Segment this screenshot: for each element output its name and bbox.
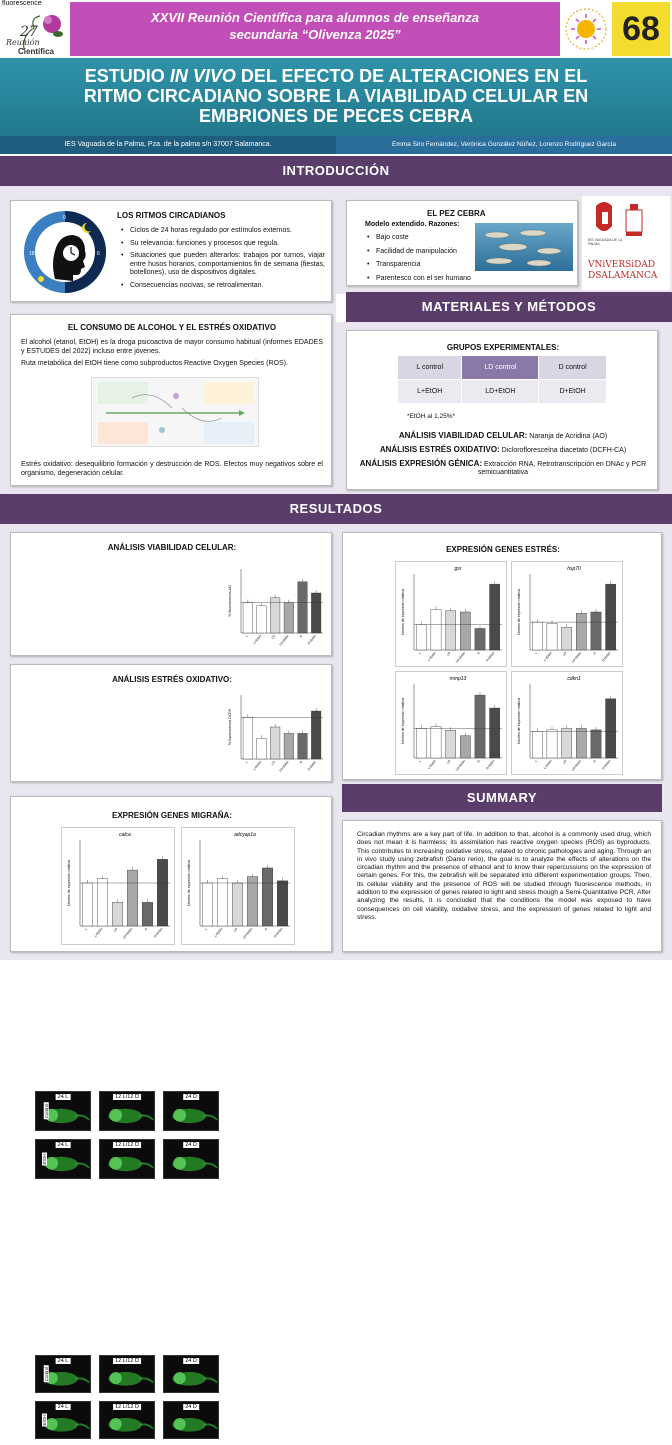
zebrafish-bullet: • Transparencia (365, 261, 475, 270)
zebrafish-bullet: • Facilidad de manipulación (365, 248, 475, 257)
chart-bar (142, 902, 153, 926)
chart-bar (284, 603, 294, 633)
group-cell: D control (539, 356, 607, 380)
chart-y-label: Niveles de expresión relativa (401, 589, 405, 635)
chart-bar (490, 584, 500, 650)
chart-bar (475, 628, 485, 650)
adcyap1a-bar-chart (182, 828, 294, 944)
chart-tick-label: L+EtOH (93, 927, 104, 938)
chart-bar (562, 728, 572, 758)
micrograph-col-label: 12 L/12 D (115, 1358, 139, 1364)
chart-tick-label: LD (270, 760, 276, 766)
chart-tick-label: LD+EtOH (278, 760, 290, 773)
viability-heading: ANÁLISIS VIABILIDAD CELULAR: (107, 543, 237, 552)
chart-bar (591, 612, 601, 650)
title-line1-pre: ESTUDIO (84, 66, 170, 86)
chart-tick-label: LD (232, 927, 239, 933)
chart-bar (446, 611, 456, 650)
chart-bar (490, 708, 500, 758)
reunion-logo-line1: Reunión (6, 38, 40, 47)
intro-section-title (0, 156, 672, 186)
title-line3: EMBRIONES DE PECES CEBRA (198, 106, 474, 126)
chart-bar (257, 738, 267, 759)
chart-bar (270, 727, 280, 759)
sun-emblem-icon (560, 2, 612, 56)
chart-tick-label: D (298, 634, 304, 639)
micrograph-row-label: EtOH (42, 1153, 48, 1165)
chart-bar (270, 598, 280, 633)
methods-card (346, 330, 658, 490)
chart-tick-label: LD (445, 651, 452, 657)
migration-heading: EXPRESIÓN GENES MIGRAÑA: (111, 811, 232, 820)
micrograph-col-label: 24 L (57, 1094, 69, 1100)
chart-tick-label: L+EtOH (542, 759, 553, 770)
chart-tick-label: LD+EtOH (241, 927, 254, 940)
chart-bar (257, 606, 267, 633)
chart-tick-label: D+EtOH (485, 759, 496, 771)
analysis-value: Diclorofloresceína diacetato (DCFH-CA) (501, 447, 627, 454)
chart-bar (547, 623, 557, 650)
usal-name-line1: VNiVERSiDAD (588, 260, 656, 270)
chart-bar (298, 582, 308, 633)
zebrafish-bullet: • Parentesco con el ser humano (365, 275, 475, 284)
groups-row (398, 356, 607, 380)
analysis-viability (347, 431, 659, 440)
clock-head-icon (21, 209, 109, 295)
chart-title: gsr (454, 566, 462, 572)
micrograph (35, 1139, 91, 1179)
event-title-line2: secundaria “Olivenza 2025” (229, 27, 401, 42)
summary-card (342, 820, 662, 952)
micrograph-col-label: 24 D (185, 1404, 197, 1410)
gsr-bar-chart (396, 562, 506, 666)
adcyap1a-chart-box (181, 827, 295, 945)
circadian-heading: LOS RITMOS CIRCADIANOS (117, 211, 226, 220)
metabolic-pathway-diagram (91, 377, 259, 447)
circadian-bullet: • Ciclos de 24 horas regulado por estímulos externos. (119, 227, 325, 236)
hsp70-bar-chart (512, 562, 622, 666)
alcohol-heading: EL CONSUMO DE ALCOHOL Y EL ESTRÉS OXIDATIVO (67, 323, 277, 332)
micrograph-row-label: Control (43, 1103, 49, 1119)
chart-y-label: Niveles de expresión relativa (517, 589, 521, 635)
title-line1-post: DEL EFECTO DE ALTERACIONES EN EL (235, 66, 588, 86)
chart-tick-label: L (244, 760, 249, 764)
zebrafish-bullets (365, 234, 475, 287)
chart-title: hsp70 (567, 566, 581, 572)
group-cell: D+EtOH (539, 380, 607, 404)
chart-y-label: % fluorescencia AO (228, 585, 232, 617)
micrograph-col-label: 24 D (185, 1358, 197, 1364)
alcohol-p1: El alcohol (etanol, EtOH) es la droga psicoactiva de mayor consumo habitual (informes EDADES y ESTUDES del 2022) incluso entre jóvenes. (21, 339, 323, 355)
chart-bar (606, 584, 616, 650)
chart-tick-label: L (533, 651, 539, 655)
chart-bar (547, 730, 557, 758)
micrograph (99, 1139, 155, 1179)
chart-bar (217, 879, 228, 926)
chart-tick-label: LD (270, 634, 276, 640)
usal-name-line2: DSALAMANCA (588, 271, 658, 281)
micrograph-col-label: 24 D (185, 1094, 197, 1100)
chart-bar (416, 625, 426, 650)
circadian-bullet: • Consecuencias nocivas, se retroalimentan. (119, 282, 325, 291)
zebrafish-photo (475, 223, 573, 271)
micrograph (99, 1091, 155, 1131)
chart-tick-label: D (476, 651, 481, 656)
chart-bar (576, 728, 586, 758)
chart-bar (82, 883, 93, 926)
chart-title: mmp13 (449, 676, 467, 682)
chart-y-label: Niveles de expresión relativa (187, 860, 191, 906)
results-section-label: RESULTADOS (289, 501, 383, 516)
chart-y-label: % fluorescencia DCFH (228, 708, 232, 746)
zebrafish-bullet: • Bajo coste (365, 234, 475, 243)
chart-tick-label: D (263, 927, 269, 932)
micrograph (35, 1091, 91, 1131)
chart-bar (475, 695, 485, 758)
chart-bar (446, 730, 456, 758)
alcohol-card (10, 314, 332, 486)
chart-bar (97, 879, 108, 926)
group-cell: LD+EtOH (462, 380, 539, 404)
viability-bar-chart (223, 563, 327, 649)
methods-section-title (346, 292, 672, 322)
chart-bar (202, 883, 213, 926)
authors-bar (336, 136, 672, 154)
chart-tick-label: LD (445, 759, 452, 765)
chart-bar (416, 728, 426, 758)
analysis-gene (347, 459, 659, 468)
poster-number-box (612, 2, 670, 56)
chart-tick-label: L+EtOH (542, 651, 553, 662)
micrograph-col-label: 12 L/12 D (115, 1404, 139, 1410)
affiliation-bar (0, 136, 336, 154)
analysis-gene-line2: semicuantitativa (477, 469, 529, 476)
analysis-oxidative (347, 445, 659, 454)
chart-bar (431, 609, 441, 650)
oxidative-bar-chart (223, 689, 327, 775)
chart-tick-label: L+EtOH (426, 759, 437, 770)
zebrafish-card (346, 200, 578, 286)
chart-bar (532, 731, 542, 758)
chart-bar (243, 717, 253, 759)
chart-tick-label: LD+EtOH (454, 759, 467, 772)
chart-tick-label: D+EtOH (306, 634, 317, 646)
micrograph-col-label: 24 L (57, 1142, 69, 1148)
micrograph-col-label: 12 L/12 D (115, 1142, 139, 1148)
calca-bar-chart (62, 828, 174, 944)
alcohol-p3: Estrés oxidativo: desequilibrio formación y destrucción de ROS. Efectos muy negativos sobre el organismo, degeneración celular. (21, 461, 323, 477)
zebrafish-heading: EL PEZ CEBRA (427, 209, 486, 218)
oxidative-chart (223, 689, 327, 775)
reunion-logo-line2: Científica (18, 47, 55, 56)
circadian-bullet: • Su relevancia: funciones y procesos que regula. (119, 240, 325, 249)
micrograph-row-label: EtOH (42, 1414, 48, 1426)
cdkn1-bar-chart (512, 672, 622, 774)
micrograph-col-label: 24 L (57, 1358, 69, 1364)
micrograph-row-label: Control (43, 1366, 49, 1382)
chart-tick-label: D (592, 651, 597, 656)
gsr-chart-box (395, 561, 507, 667)
oxidative-heading: ANÁLISIS ESTRÉS OXIDATIVO: (112, 675, 232, 684)
chart-bar (562, 627, 572, 650)
group-cell: LD control (462, 356, 539, 380)
chart-bar (311, 711, 321, 759)
micrograph (35, 1401, 91, 1439)
micrograph-col-label: 12 L/12 D (115, 1094, 139, 1100)
methods-section-label: MATERIALES Y MÉTODOS (421, 299, 597, 314)
event-banner (70, 2, 560, 56)
migration-card (10, 796, 332, 952)
calca-chart-box (61, 827, 175, 945)
poster-number: 68 (622, 10, 660, 48)
zebrafish-intro: Modelo extendido. Razones: (365, 221, 460, 228)
micrograph (99, 1401, 155, 1439)
top-left-word: fluorescence (2, 0, 42, 7)
mmp13-chart-box (395, 671, 507, 775)
micrograph (163, 1401, 219, 1439)
ethanol-pathway-icon (92, 378, 260, 448)
chart-bar (460, 736, 470, 758)
ethanol-note: *EtOH al 1,25%* (407, 413, 456, 420)
micrograph (35, 1355, 91, 1393)
title-line2: RITMO CIRCADIANO SOBRE LA VIABILIDAD CELULAR EN (83, 86, 589, 106)
chart-tick-label: LD+EtOH (570, 651, 583, 664)
chart-bar (243, 603, 253, 633)
title-line1-italic: IN VIVO (169, 66, 236, 86)
analysis-value: Extracción RNA, Retrotranscripción en DNAc y PCR (483, 461, 647, 468)
chart-tick-label: D (298, 760, 304, 765)
chart-bar (460, 612, 470, 650)
chart-tick-label: LD (561, 759, 568, 765)
chart-tick-label: L+EtOH (252, 634, 263, 645)
chart-tick-label: LD+EtOH (278, 634, 290, 647)
analysis-label: ANÁLISIS EXPRESIÓN GÉNICA: (359, 459, 483, 468)
chart-bar (247, 877, 258, 926)
affiliation: IES Vaguada de la Palma, Pza. de la palma s/n 37007 Salamanca. (64, 141, 272, 148)
chart-tick-label: L+EtOH (252, 760, 263, 771)
chart-y-label: Niveles de expresión relativa (517, 698, 521, 744)
chart-bar (232, 883, 243, 926)
svg-text:18: 18 (29, 251, 35, 257)
title-banner (0, 58, 672, 136)
reunion-logo (4, 10, 70, 58)
groups-heading: GRUPOS EXPERIMENTALES: (446, 343, 560, 352)
intro-section-label: INTRODUCCIÓN (282, 163, 390, 178)
chart-bar (298, 733, 308, 759)
hsp70-chart-box (511, 561, 623, 667)
chart-bar (262, 868, 273, 926)
group-cell: L control (398, 356, 462, 380)
chart-tick-label: LD+EtOH (570, 759, 583, 772)
chart-tick-label: D+EtOH (272, 927, 284, 939)
analysis-label: ANÁLISIS ESTRÉS OXIDATIVO: (379, 445, 500, 454)
chart-y-label: Niveles de expresión relativa (67, 860, 71, 906)
chart-bar (157, 859, 168, 926)
chart-tick-label: D (592, 759, 597, 764)
circadian-card (10, 200, 332, 302)
summary-text: Circadian rhythms are a key part of life. In addition to that, alcohol is a commonly used drug, which does not mean it is harmless; its assimilation has reactive oxygen species (ROS) as byproducts. This contributes to increasing oxidative stress, related to chronic pathologies and aging. Through an in vivo study using zebrafish (Danio rerio), the goal is to analyze the effects of alterations on the circadian rhythm and the presence of ethanol and to know their repercussions on the expression of certain genes. For this, the zebrafish will be separated into different experimentation groups. Then, its cellular viability and the presence of ROS will be studied through fluorescence methods, in addition to the expression of genes related to light and stress though a Semi-Quantitative PCR. After analyzing the results, it is concluded that the conditions the model was exposed to have consequences on cell viability, oxidative stress, and the expression of genes related to light and stress. (357, 831, 651, 921)
fish-school-icon (475, 223, 573, 271)
chart-bar (606, 699, 616, 758)
ies-small-label: IES VAGUADA DE LA PALMA (588, 238, 623, 246)
alcohol-p2: Ruta metabólica del EtOH tiene como subproductos Reactive Oxygen Species (ROS). (21, 360, 288, 367)
analysis-value: Naranja de Acridina (AO) (529, 433, 608, 440)
chart-bar (311, 593, 321, 633)
micrograph (163, 1091, 219, 1131)
chart-tick-label: LD (112, 927, 119, 933)
title-line1 (0, 66, 672, 86)
micrograph (163, 1139, 219, 1179)
chart-bar (431, 727, 441, 758)
circadian-clock-image (21, 209, 109, 295)
summary-section-label: SUMMARY (466, 790, 538, 805)
chart-tick-label: LD (561, 651, 568, 657)
chart-tick-label: D (476, 759, 481, 764)
chart-tick-label: LD+EtOH (454, 651, 467, 664)
sun-logo (560, 2, 612, 56)
usal-logo (582, 196, 670, 290)
stress-heading: EXPRESIÓN GENES ESTRÉS: (446, 545, 560, 554)
micrograph-col-label: 24 D (185, 1142, 197, 1148)
chart-tick-label: L (533, 759, 539, 763)
chart-tick-label: L+EtOH (213, 927, 224, 938)
chart-y-label: Niveles de expresión relativa (401, 698, 405, 744)
svg-text:6: 6 (97, 251, 100, 257)
event-title-line1: XXVII Reunión Científica para alumnos de enseñanza (151, 10, 479, 25)
circadian-bullet: • Situaciones que pueden alterarlos: trabajos por turnos, viajar entre husos horarios, comportamientos fin de semana (fiestas, botellones), uso de dispositivos digitales. (119, 252, 325, 278)
groups-table (397, 355, 607, 404)
chart-tick-label: L (84, 927, 89, 931)
chart-title: calca (119, 832, 131, 838)
chart-bar (532, 622, 542, 650)
analysis-label: ANÁLISIS VIABILIDAD CELULAR: (398, 431, 528, 440)
chart-bar (576, 613, 586, 650)
authors: Emma Siro Fernández, Verónica González Núñez, Lorenzo Rodríguez García (391, 141, 616, 148)
chart-tick-label: L (244, 634, 249, 638)
chart-bar (277, 881, 288, 926)
groups-row (398, 380, 607, 404)
chart-bar (127, 870, 138, 926)
chart-bar (112, 902, 123, 926)
chart-tick-label: D+EtOH (152, 927, 164, 939)
chart-tick-label: L (417, 759, 423, 763)
chart-bar (591, 730, 601, 758)
stress-genes-card (342, 532, 662, 780)
cdkn1-chart-box (511, 671, 623, 775)
chart-tick-label: L (204, 927, 209, 931)
circadian-bullets (119, 227, 325, 294)
results-section-title (0, 494, 672, 524)
chart-tick-label: D+EtOH (601, 651, 612, 663)
micrograph (99, 1355, 155, 1393)
chart-tick-label: L+EtOH (426, 651, 437, 662)
chart-tick-label: LD+EtOH (121, 927, 134, 940)
mmp13-bar-chart (396, 672, 506, 774)
chart-title: cdkn1 (567, 676, 581, 682)
group-cell: L+EtOH (398, 380, 462, 404)
chart-tick-label: D (143, 927, 149, 932)
chart-tick-label: L (417, 651, 423, 655)
micrograph (163, 1355, 219, 1393)
micrograph-col-label: 24 L (57, 1404, 69, 1410)
viability-chart (223, 563, 327, 649)
reunion-logo-number: 27 (20, 24, 38, 40)
chart-tick-label: D+EtOH (601, 759, 612, 771)
chart-title: adcyap1a (234, 832, 256, 838)
chart-bar (284, 733, 294, 759)
summary-section-title (342, 784, 662, 812)
svg-text:0: 0 (63, 215, 66, 221)
chart-tick-label: D+EtOH (306, 760, 317, 772)
chart-tick-label: D+EtOH (485, 651, 496, 663)
